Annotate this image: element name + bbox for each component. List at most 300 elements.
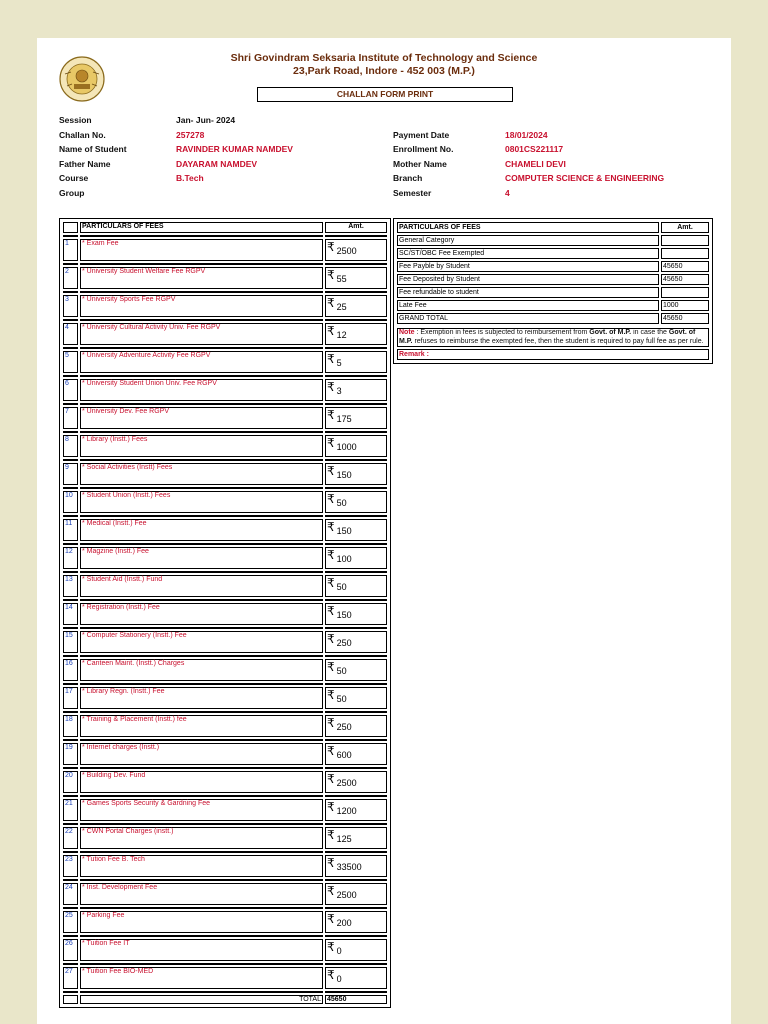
fee-row-amount [325,799,387,821]
fee-amount-value: 50 [336,694,347,704]
fee-row [63,407,387,429]
fee-row-number: 18 [63,715,78,737]
fee-row-spacer [63,935,387,937]
spacer-cell [63,487,78,489]
challan-page [37,38,731,1024]
fee-row [63,743,387,765]
fee-row-number: 4 [63,323,78,345]
fee-row-particular: * Canteen Maint. (Instt.) Charges [80,659,323,681]
spacer-cell [80,711,323,713]
fee-row-amount [325,239,387,261]
spacer-cell [80,403,323,405]
student-name-label: Name of Student [59,144,127,154]
spacer-cell [325,515,387,517]
summary-row [397,287,709,298]
fee-row-number: 15 [63,631,78,653]
fee-row-spacer [63,795,387,797]
summary-row-amount [661,248,709,259]
rupee-icon: ₹ [327,912,335,926]
fee-row-number: 12 [63,547,78,569]
fees-header-amt: Amt. [325,222,387,233]
fees-table-container [59,218,391,1008]
fee-row-number: 16 [63,659,78,681]
session-label: Session [59,115,92,125]
spacer-cell [80,543,323,545]
fee-row-particular: * Tuition Fee BIO-MED [80,967,323,989]
fee-amount-value: 5 [336,358,342,368]
spacer-cell [325,375,387,377]
course-value: B.Tech [176,173,204,183]
fee-row-amount [325,267,387,289]
fee-row-spacer [63,963,387,965]
rupee-icon: ₹ [327,688,335,702]
spacer-cell [80,767,323,769]
spacer-cell [63,823,78,825]
spacer-cell [80,459,323,461]
fees-table [61,220,389,1006]
spacer-cell [325,711,387,713]
fee-row-number: 2 [63,267,78,289]
fee-row-spacer [63,235,387,237]
summary-header-amt: Amt. [661,222,709,233]
rupee-icon: ₹ [327,240,335,254]
fee-row-number: 25 [63,911,78,933]
fee-row [63,575,387,597]
spacer-cell [63,263,78,265]
fee-row [63,295,387,317]
fee-row-spacer [63,655,387,657]
remark-row [397,349,709,360]
fees-total-row [63,995,387,1004]
spacer-cell [63,515,78,517]
spacer-cell [63,347,78,349]
fee-row-number: 5 [63,351,78,373]
fee-row-number: 13 [63,575,78,597]
fee-row-amount [325,351,387,373]
fee-row [63,967,387,989]
spacer-cell [325,319,387,321]
rupee-icon: ₹ [327,884,335,898]
fee-row-particular: * Parking Fee [80,911,323,933]
note-label: Note [399,329,415,336]
fee-row-amount [325,771,387,793]
fees-header-particulars: PARTICULARS OF FEES [80,222,323,233]
rupee-icon: ₹ [327,856,335,870]
father-name-value: DAYARAM NAMDEV [176,158,258,169]
spacer-cell [80,487,323,489]
note-govt-2: Govt. of M.P. [399,329,696,345]
fee-row-particular: * CWN Portal Charges (instt.) [80,827,323,849]
spacer-cell [325,599,387,601]
rupee-icon: ₹ [327,380,335,394]
fee-row-particular: * Magzine (Instt.) Fee [80,547,323,569]
fee-row-number: 27 [63,967,78,989]
summary-row [397,274,709,285]
spacer-cell [63,403,78,405]
spacer-cell [63,655,78,657]
spacer-cell [63,375,78,377]
spacer-cell [325,263,387,265]
total-label: TOTAL [80,995,323,1004]
fee-row-spacer [63,403,387,405]
summary-row-label: Fee Payble by Student [397,261,659,272]
spacer-cell [325,403,387,405]
fee-row-amount [325,575,387,597]
spacer-cell [80,991,323,993]
fee-amount-value: 0 [336,946,342,956]
spacer-cell [325,235,387,237]
summary-row-label: General Category [397,235,659,246]
exemption-note [397,328,709,347]
rupee-icon: ₹ [327,744,335,758]
fee-amount-value: 150 [336,470,352,480]
fee-row-amount [325,883,387,905]
rupee-icon: ₹ [327,604,335,618]
fee-row-particular: * Registration (Instt.) Fee [80,603,323,625]
fee-amount-value: 175 [336,414,352,424]
spacer-cell [80,655,323,657]
spacer-cell [325,851,387,853]
spacer-cell [80,291,323,293]
semester-value: 4 [505,187,510,198]
payment-date-label: Payment Date [393,129,450,140]
rupee-icon: ₹ [327,436,335,450]
institute-header [37,52,731,78]
fee-row-amount [325,491,387,513]
fee-row-amount [325,379,387,401]
fee-row [63,799,387,821]
spacer-cell [63,711,78,713]
fee-row [63,603,387,625]
fee-row-spacer [63,347,387,349]
fee-amount-value: 2500 [336,890,357,900]
fee-row-spacer [63,683,387,685]
fee-row-number: 24 [63,883,78,905]
fee-amount-value: 50 [336,666,347,676]
spacer-cell [80,935,323,937]
fee-row-particular: * Inst. Development Fee [80,883,323,905]
semester-label: Semester [393,187,432,198]
spacer-cell [63,599,78,601]
summary-row [397,235,709,246]
fee-row-amount [325,659,387,681]
remark-label: Remark : [397,349,709,360]
spacer-cell [80,515,323,517]
fee-row-number: 20 [63,771,78,793]
institute-name: Shri Govindram Seksaria Institute of Technology and Science [230,52,538,64]
spacer-cell [325,683,387,685]
fee-amount-value: 2500 [336,778,357,788]
summary-row-amount [661,235,709,246]
spacer-cell [63,767,78,769]
spacer-cell [63,795,78,797]
spacer-cell [63,963,78,965]
fee-row-spacer [63,291,387,293]
spacer-cell [325,655,387,657]
spacer-cell [63,935,78,937]
fee-row [63,351,387,373]
fee-amount-value: 50 [336,582,347,592]
fee-amount-value: 2500 [336,246,357,256]
fee-row [63,491,387,513]
spacer-cell [80,375,323,377]
fee-row-number: 23 [63,855,78,877]
note-text-3: refuses to reimburse the exempted fee, then the student is required to pay full fee as per rule. [412,337,704,345]
fee-row [63,911,387,933]
fee-row-particular: * Social Activities (Instt) Fees [80,463,323,485]
fee-amount-value: 200 [336,918,352,928]
spacer-cell [80,627,323,629]
spacer-cell [325,571,387,573]
fee-row-number: 8 [63,435,78,457]
spacer-cell [80,739,323,741]
fee-row-spacer [63,627,387,629]
fee-amount-value: 250 [336,722,352,732]
spacer-cell [80,431,323,433]
course-label: Course [59,173,89,183]
fee-row-particular: * Library (Instt.) Fees [80,435,323,457]
fee-row-particular: * Games Sports Security & Gardning Fee [80,799,323,821]
fee-row [63,463,387,485]
enrollment-value: 0801CS221117 [505,144,564,154]
fee-row-particular: * Medical (Instt.) Fee [80,519,323,541]
enrollment-label: Enrollment No. [393,144,454,154]
summary-row [397,313,709,324]
fee-row-spacer [63,263,387,265]
fee-row-particular: * University Cultural Activity Univ. Fee RGPV [80,323,323,345]
spacer-cell [63,907,78,909]
fee-row [63,267,387,289]
fee-row-amount [325,967,387,989]
fee-row-particular: * Student Aid (Instt.) Fund [80,575,323,597]
spacer-cell [325,935,387,937]
fee-row-amount [325,519,387,541]
fee-row-amount [325,463,387,485]
summary-table-header [397,222,709,233]
fee-row-amount [325,631,387,653]
fee-amount-value: 100 [336,554,352,564]
rupee-icon: ₹ [327,268,335,282]
spacer-cell [325,739,387,741]
spacer-cell [325,431,387,433]
note-text-1: : Exemption in fees is subjected to reimbursement from [414,329,590,336]
spacer-cell [80,907,323,909]
spacer-cell [325,627,387,629]
spacer-cell [325,823,387,825]
fee-row-amount [325,603,387,625]
spacer-cell [80,963,323,965]
fee-row-particular: * Exam Fee [80,239,323,261]
fee-amount-value: 0 [336,974,342,984]
summary-row-amount: 1000 [661,300,709,311]
rupee-icon: ₹ [327,548,335,562]
summary-row [397,300,709,311]
rupee-icon: ₹ [327,464,335,478]
summary-row-label: SC/ST/OBC Fee Exempted [397,248,659,259]
payment-date-value: 18/01/2024 [505,129,548,140]
fee-row-particular: * Student Union (Instt.) Fees [80,491,323,513]
spacer-cell [80,795,323,797]
fee-row-particular: * Training & Placement (Instt.) fee [80,715,323,737]
spacer-cell [63,571,78,573]
spacer-cell [80,823,323,825]
fees-header-no [63,222,78,233]
summary-row [397,261,709,272]
fee-row-particular: * Computer Stationery (Instt.) Fee [80,631,323,653]
fee-row-number: 22 [63,827,78,849]
challan-value: 257278 [176,129,205,140]
fee-amount-value: 600 [336,750,352,760]
spacer-cell [325,907,387,909]
spacer-cell [63,291,78,293]
note-govt-1: Govt. of M.P. [589,329,632,336]
fee-row [63,547,387,569]
fee-row-particular: * University Student Welfare Fee RGPV [80,267,323,289]
institute-address: 23,Park Road, Indore - 452 003 (M.P.) [293,65,475,77]
rupee-icon: ₹ [327,296,335,310]
spacer-cell [63,543,78,545]
fee-row-particular: * Building Dev. Fund [80,771,323,793]
rupee-icon: ₹ [327,940,335,954]
summary-row-amount: 45650 [661,274,709,285]
rupee-icon: ₹ [327,492,335,506]
total-value: 45650 [325,995,387,1004]
father-name-label: Father Name [59,158,111,169]
spacer-cell [80,683,323,685]
spacer-cell [63,879,78,881]
fee-row-number: 1 [63,239,78,261]
spacer-cell [63,991,78,993]
summary-row-label: Fee Deposited by Student [397,274,659,285]
fee-row-particular: * Internet charges (Instt.) [80,743,323,765]
fee-row-particular: * University Dev. Fee RGPV [80,407,323,429]
fee-amount-value: 250 [336,638,352,648]
spacer-cell [63,459,78,461]
summary-row-amount: 45650 [661,313,709,324]
fee-row-amount [325,547,387,569]
rupee-icon: ₹ [327,772,335,786]
fee-row-number: 7 [63,407,78,429]
fee-row-number: 17 [63,687,78,709]
fee-amount-value: 1200 [336,806,357,816]
summary-row [397,248,709,259]
spacer-cell [325,767,387,769]
spacer-cell [325,347,387,349]
summary-row-amount [661,287,709,298]
fee-amount-value: 1000 [336,442,357,452]
spacer-cell [325,487,387,489]
fee-row [63,855,387,877]
fee-row-number: 21 [63,799,78,821]
fees-table-header [63,222,387,233]
fee-row-particular: * Library Regn. (Instt.) Fee [80,687,323,709]
fee-row-number: 19 [63,743,78,765]
fee-row-particular: * University Adventure Activity Fee RGPV [80,351,323,373]
fee-amount-value: 33500 [336,862,362,872]
fee-row-spacer [63,571,387,573]
spacer-cell [80,263,323,265]
spacer-cell [80,879,323,881]
fee-row-spacer [63,851,387,853]
spacer-cell [80,599,323,601]
fee-row-spacer [63,515,387,517]
group-label: Group [59,187,85,198]
rupee-icon: ₹ [327,632,335,646]
fee-row-spacer [63,739,387,741]
fee-amount-value: 55 [336,274,347,284]
rupee-icon: ₹ [327,576,335,590]
fee-row-amount [325,435,387,457]
fee-row-amount [325,911,387,933]
fee-row-particular: * Tution Fee B. Tech [80,855,323,877]
spacer-cell [63,431,78,433]
spacer-cell [325,991,387,993]
summary-table-container [393,218,713,364]
summary-row-label: Fee refundable to student [397,287,659,298]
spacer-cell [325,879,387,881]
fee-row-spacer [63,879,387,881]
fee-row-spacer [63,543,387,545]
fee-amount-value: 3 [336,386,342,396]
fee-row-amount [325,295,387,317]
session-value: Jan- Jun- 2024 [176,115,236,125]
fee-row-amount [325,715,387,737]
fee-row-amount [325,939,387,961]
challan-label: Challan No. [59,129,106,140]
fee-row-amount [325,687,387,709]
fee-row-amount [325,323,387,345]
fee-row [63,519,387,541]
fee-row-spacer [63,487,387,489]
fee-row-particular: * University Sports Fee RGPV [80,295,323,317]
rupee-icon: ₹ [327,716,335,730]
spacer-cell [80,235,323,237]
spacer-cell [325,291,387,293]
student-name-value: RAVINDER KUMAR NAMDEV [176,144,293,154]
spacer-cell [325,963,387,965]
fee-amount-value: 12 [336,330,347,340]
rupee-icon: ₹ [327,800,335,814]
spacer-cell [80,571,323,573]
branch-label: Branch [393,173,423,183]
summary-row-amount: 45650 [661,261,709,272]
fee-row [63,939,387,961]
spacer-cell [63,739,78,741]
fee-row-amount [325,743,387,765]
fee-row-amount [325,855,387,877]
note-table [395,326,711,362]
fee-row-spacer [63,431,387,433]
spacer-cell [63,683,78,685]
fee-row-spacer [63,823,387,825]
fee-row-spacer [63,767,387,769]
form-title: CHALLAN FORM PRINT [257,87,513,102]
fee-amount-value: 150 [336,526,352,536]
fee-row [63,687,387,709]
fee-row [63,323,387,345]
fee-row [63,239,387,261]
spacer-cell [63,319,78,321]
fee-row-spacer [63,907,387,909]
rupee-icon: ₹ [327,324,335,338]
fee-row-spacer [63,459,387,461]
fee-amount-value: 50 [336,498,347,508]
spacer-cell [63,851,78,853]
fee-row [63,883,387,905]
fee-row [63,715,387,737]
rupee-icon: ₹ [327,352,335,366]
fee-row [63,379,387,401]
